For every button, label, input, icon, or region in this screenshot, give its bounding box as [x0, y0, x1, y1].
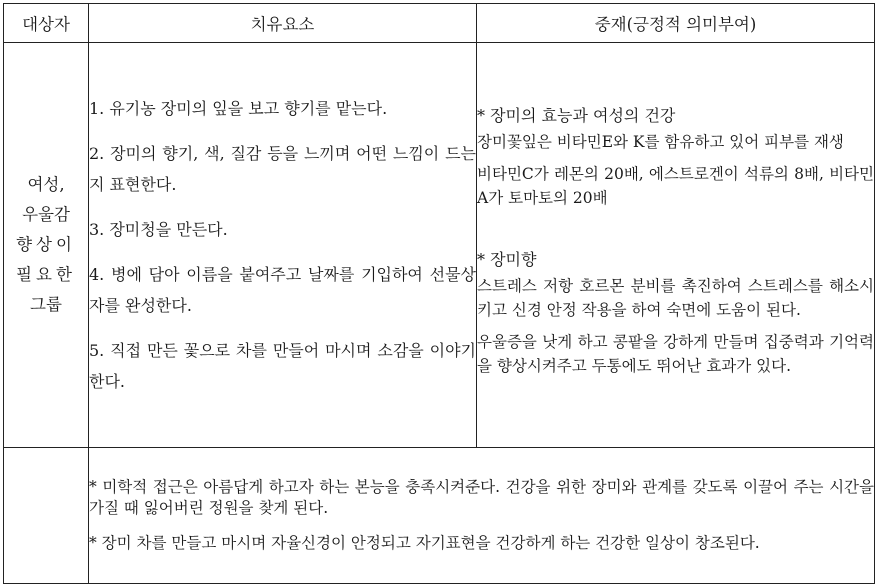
- target-line: 우울감: [22, 205, 70, 224]
- mediation-cell: [477, 43, 875, 448]
- summary-paragraph: * 미학적 접근은 아름답게 하고자 하는 본능을 충족시켜준다. 건강을 위한 장미와 관계를 갖도록 이끌어 주는 시간을 가질 때 잃어버린 정원을 찾게 된다.: [89, 478, 874, 517]
- rose-benefits-text: 장미꽃잎은 비타민E와 K를 함유하고 있어 피부를 재생: [477, 133, 844, 151]
- header-mediation: 중재(긍정적 의미부여): [477, 4, 875, 43]
- target-group-cell: [4, 43, 89, 448]
- target-line: 그룹: [30, 295, 62, 314]
- target-line: 여성,: [27, 175, 65, 194]
- step-item: 2. 장미의 향기, 색, 질감 등을 느끼며 어떤 느낌이 드는지 표현한다.: [89, 144, 476, 194]
- target-line: 향상이: [16, 235, 76, 254]
- rose-benefits-text: 비타민C가 레몬의 20배, 에스트로겐이 석류의 8배, 비타민 A가 토마토의 20배: [477, 165, 874, 207]
- summary-row: [4, 448, 875, 584]
- program-table: [3, 3, 875, 584]
- step-item: 4. 병에 담아 이름을 붙여주고 날짜를 기입하여 선물상자를 완성한다.: [89, 265, 476, 315]
- content-row: [4, 43, 875, 448]
- rose-scent-text: 우울증을 낫게 하고 콩팥을 강하게 만들며 집중력과 기억력을 향상시켜주고 두통에도 뛰어난 효과가 있다.: [477, 333, 874, 375]
- rose-benefits-block: [477, 102, 874, 210]
- summary-paragraph: * 장미 차를 만들고 마시며 자율신경이 안정되고 자기표현을 건강하게 하는 건강한 일상이 창조된다.: [89, 534, 760, 552]
- header-row: [4, 4, 875, 43]
- rose-scent-title: * 장미향: [477, 250, 537, 269]
- summary-empty-cell: [4, 448, 89, 584]
- header-target: 대상자: [4, 4, 89, 43]
- rose-benefits-title: * 장미의 효능과 여성의 건강: [477, 106, 676, 125]
- rose-scent-text: 스트레스 저항 호르몬 분비를 촉진하여 스트레스를 해소시키고 신경 안정 작용을 하여 숙면에 도움이 된다.: [477, 277, 874, 319]
- header-elements: 치유요소: [89, 4, 477, 43]
- step-item: 1. 유기농 장미의 잎을 보고 향기를 맡는다.: [89, 99, 388, 118]
- step-item: 5. 직접 만든 꽃으로 차를 만들어 마시며 소감을 이야기한다.: [89, 341, 476, 391]
- rose-scent-block: [477, 246, 874, 378]
- summary-cell: [89, 448, 875, 584]
- target-line: 필요한: [16, 265, 76, 284]
- healing-elements-cell: [89, 43, 477, 448]
- step-item: 3. 장미청을 만든다.: [89, 220, 228, 239]
